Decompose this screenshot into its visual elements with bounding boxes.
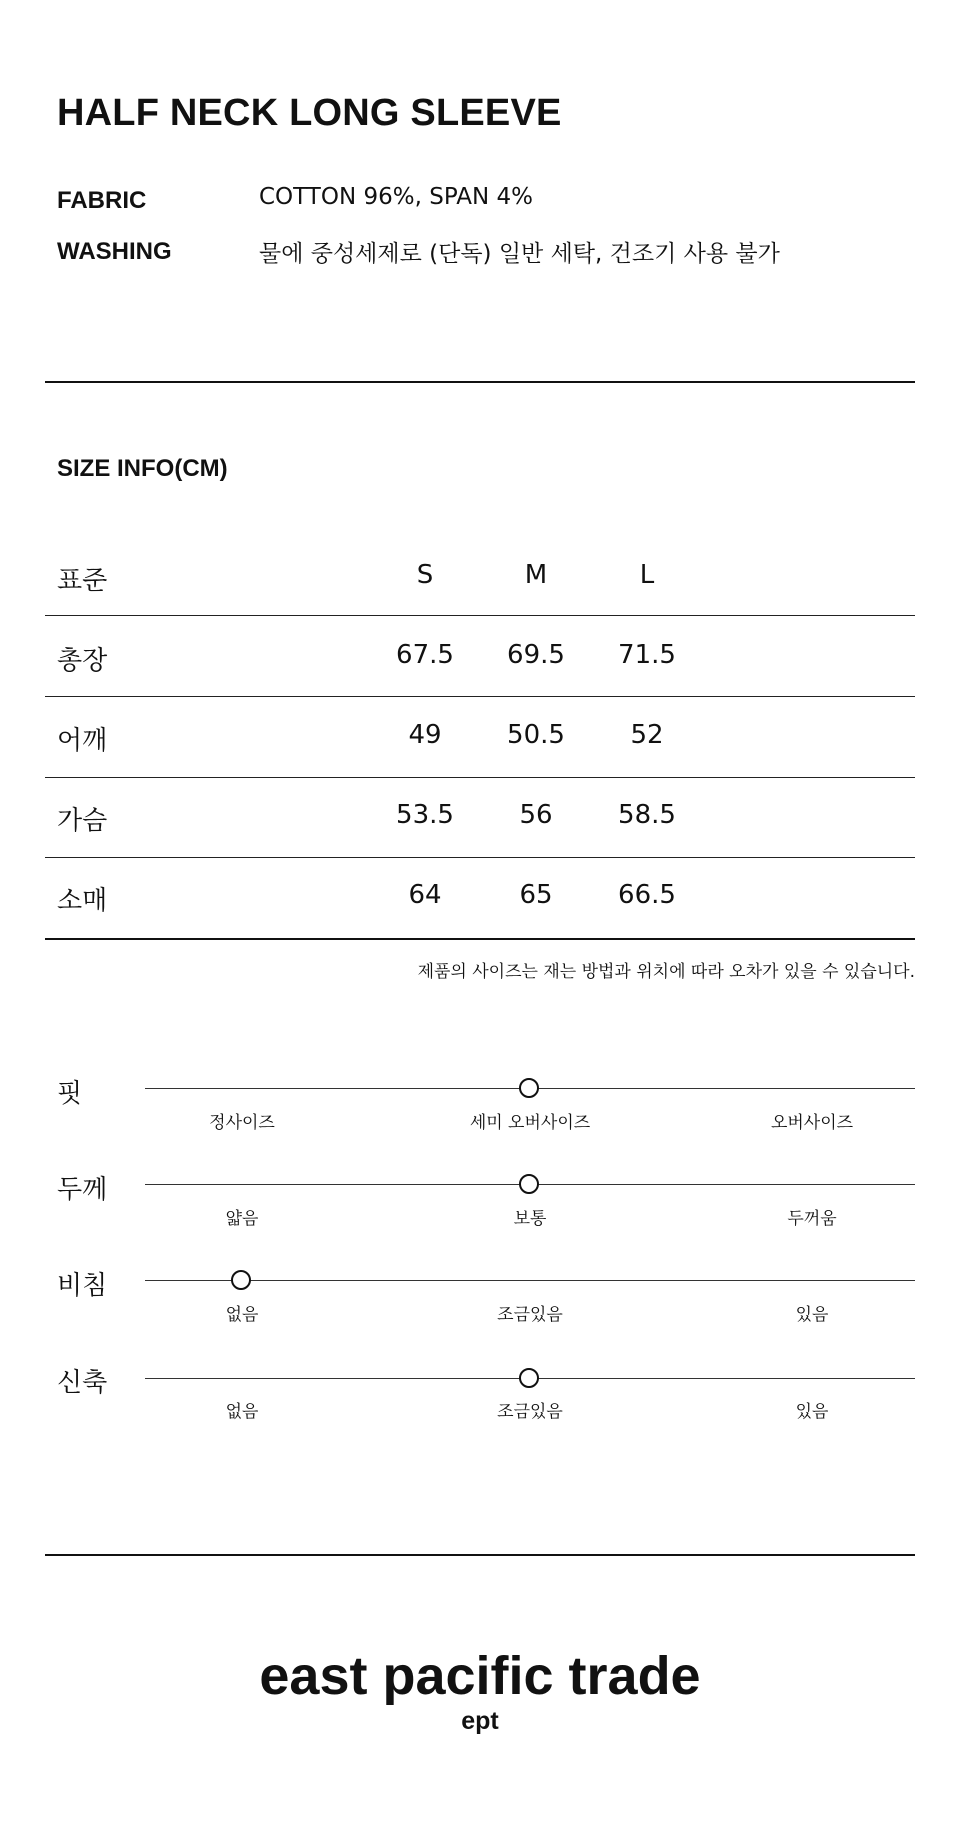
scale-option: 오버사이즈 xyxy=(770,1113,854,1133)
section-divider-top xyxy=(45,381,915,383)
cell-length-l: 71.5 xyxy=(618,640,676,670)
scale-option: 얇음 xyxy=(225,1209,259,1229)
scale-option: 있음 xyxy=(795,1305,829,1325)
cell-chest-s: 53.5 xyxy=(396,800,454,830)
cell-shoulder-l: 52 xyxy=(630,720,664,750)
cell-chest-l: 58.5 xyxy=(618,800,676,830)
header-size-s: S xyxy=(416,560,434,590)
row-label-chest: 가슴 xyxy=(57,806,108,836)
scale-option: 없음 xyxy=(225,1402,259,1422)
table-divider xyxy=(45,777,915,778)
table-divider xyxy=(45,615,915,616)
scale-option: 없음 xyxy=(225,1305,259,1325)
table-divider xyxy=(45,857,915,858)
fabric-label: FABRIC xyxy=(57,187,147,214)
scale-option: 조금있음 xyxy=(497,1305,563,1325)
cell-shoulder-m: 50.5 xyxy=(507,720,565,750)
scale-option: 보통 xyxy=(513,1209,547,1229)
scale-label-thickness: 두께 xyxy=(57,1175,108,1205)
fabric-value: COTTON 96%, SPAN 4% xyxy=(259,184,533,210)
scale-knob-fit xyxy=(519,1078,539,1098)
header-size-m: M xyxy=(524,560,548,590)
cell-length-m: 69.5 xyxy=(507,640,565,670)
header-size-l: L xyxy=(639,560,655,590)
scale-label-sheerness: 비침 xyxy=(57,1271,108,1301)
brand-short-name: ept xyxy=(461,1707,499,1735)
section-divider-bottom xyxy=(45,1554,915,1556)
table-bottom-rule xyxy=(45,938,915,940)
product-title: HALF NECK LONG SLEEVE xyxy=(57,92,562,134)
size-note: 제품의 사이즈는 재는 방법과 위치에 따라 오차가 있을 수 있습니다. xyxy=(417,962,915,982)
cell-chest-m: 56 xyxy=(519,800,553,830)
row-label-sleeve: 소매 xyxy=(57,886,108,916)
scale-knob-stretch xyxy=(519,1368,539,1388)
header-label: 표준 xyxy=(57,566,108,596)
scale-knob-thickness xyxy=(519,1174,539,1194)
cell-length-s: 67.5 xyxy=(396,640,454,670)
scale-option: 조금있음 xyxy=(497,1402,563,1422)
washing-label: WASHING xyxy=(57,238,172,265)
brand-logo-text: east pacific trade xyxy=(259,1646,701,1706)
washing-value: 물에 중성세제로 (단독) 일반 세탁, 건조기 사용 불가 xyxy=(259,241,780,267)
row-label-length: 총장 xyxy=(57,646,108,676)
cell-sleeve-m: 65 xyxy=(519,880,553,910)
scale-option: 정사이즈 xyxy=(209,1113,275,1133)
scale-label-fit: 핏 xyxy=(57,1079,83,1109)
cell-shoulder-s: 49 xyxy=(408,720,442,750)
scale-knob-sheerness xyxy=(231,1270,251,1290)
scale-option: 두꺼움 xyxy=(787,1209,837,1229)
size-info-title: SIZE INFO(CM) xyxy=(57,455,228,482)
table-divider xyxy=(45,696,915,697)
scale-track-sheerness xyxy=(145,1280,915,1281)
cell-sleeve-s: 64 xyxy=(408,880,442,910)
row-label-shoulder: 어깨 xyxy=(57,726,108,756)
scale-option: 세미 오버사이즈 xyxy=(469,1113,591,1133)
cell-sleeve-l: 66.5 xyxy=(618,880,676,910)
scale-label-stretch: 신축 xyxy=(57,1368,108,1398)
scale-option: 있음 xyxy=(795,1402,829,1422)
